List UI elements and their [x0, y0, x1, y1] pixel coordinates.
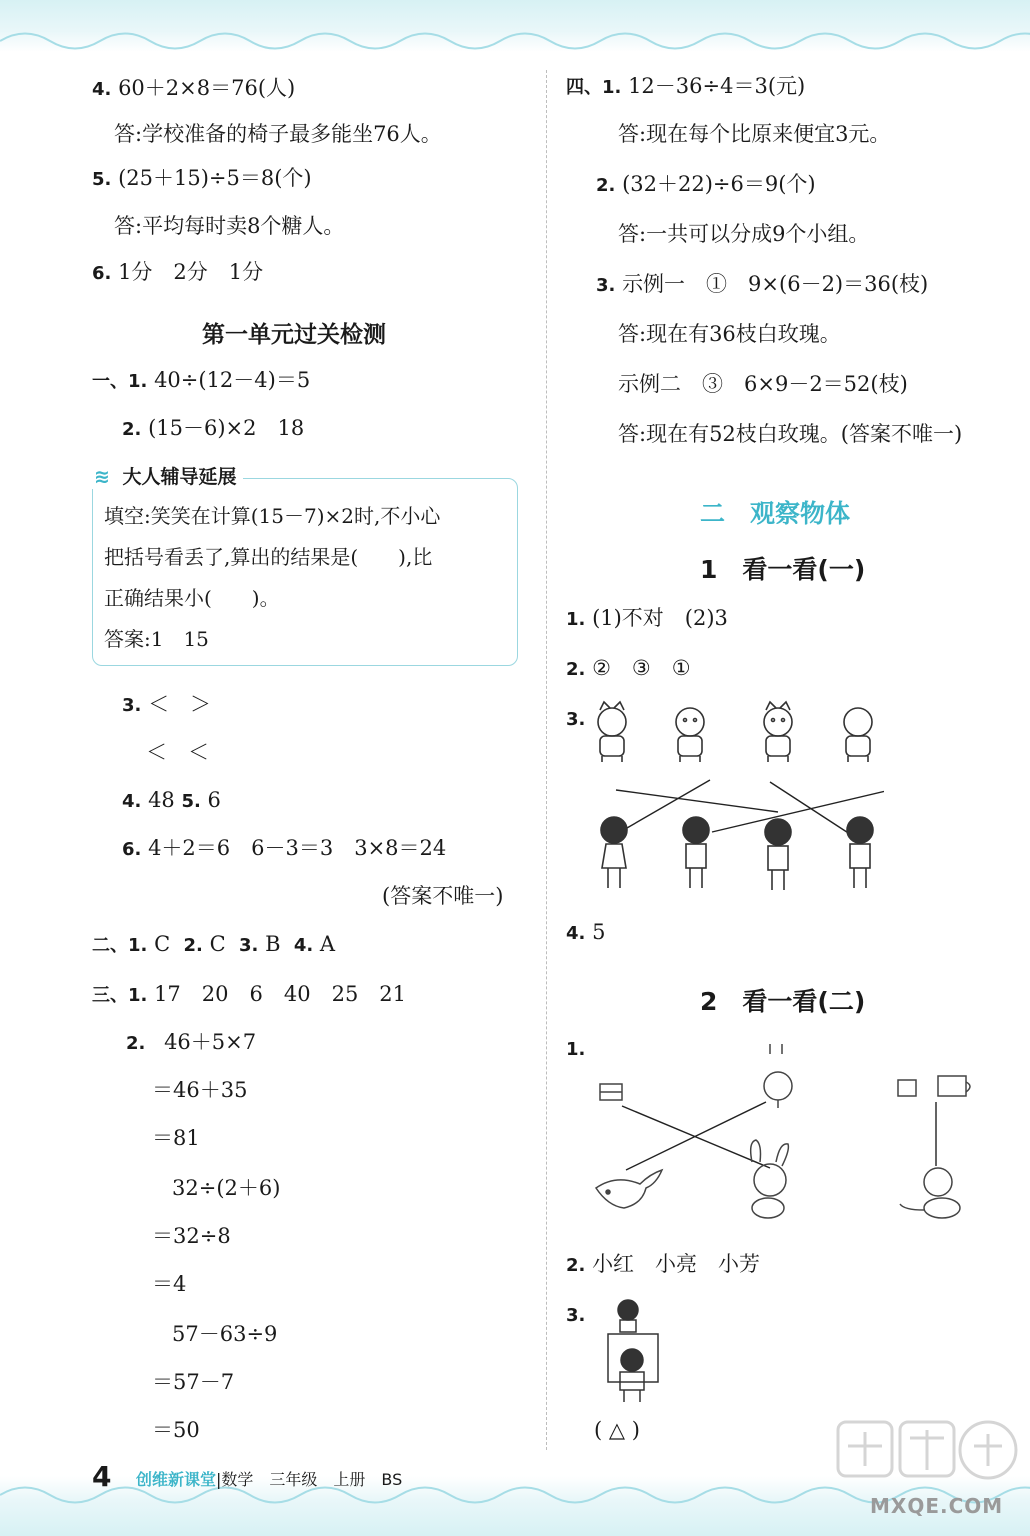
question-number: 四、1. — [566, 77, 622, 98]
answer-line — [566, 1250, 760, 1280]
answer-line: 示例二 ③ 6×9－2＝52(枝) — [618, 372, 908, 396]
answer-text: 40÷(12－4)＝5 — [154, 368, 311, 392]
answer-line — [92, 164, 312, 194]
child-boy-icon — [683, 817, 709, 888]
question-number: 2. — [566, 659, 586, 680]
answer-note — [382, 882, 503, 910]
answer-text: 小红 小亮 小芳 — [592, 1252, 761, 1276]
answer-line — [114, 120, 442, 148]
monkey-icon — [900, 1168, 960, 1218]
tip-heading — [92, 462, 243, 489]
answer-text: (答案不唯一) — [382, 884, 504, 908]
calc-step: ＝81 — [152, 1126, 200, 1150]
answer-line — [594, 1416, 640, 1444]
toy-dog-back-icon — [844, 708, 872, 762]
answer-text: 17 20 6 40 25 21 — [154, 982, 407, 1006]
answer-text: 46＋5×7 — [164, 1030, 257, 1054]
answer-text: ＜ ＜ — [146, 740, 209, 764]
answer-text: 答:学校准备的椅子最多能坐76人。 — [114, 122, 442, 146]
question-number: 5. — [181, 791, 201, 812]
footer-brand: 创维新课堂 — [136, 1470, 217, 1489]
rabbit-icon — [751, 1140, 789, 1218]
answer-text: B — [265, 932, 281, 956]
tip-answer: 答案:1 15 — [104, 627, 209, 651]
person-back-icon — [618, 1300, 638, 1332]
footer-subject: |数学 三年级 上册 BS — [216, 1470, 403, 1489]
wave-lines-icon: ≋ — [94, 466, 110, 488]
answer-text: (15－6)×2 18 — [148, 416, 305, 440]
question-number: 2. — [596, 175, 616, 196]
question-number: 2. — [183, 935, 203, 956]
question-number: 3. — [566, 709, 586, 730]
tip-line: 正确结果小( )。 — [104, 586, 280, 610]
calc-step: ＝32÷8 — [152, 1224, 231, 1248]
column-divider — [546, 70, 547, 1450]
answer-line — [114, 212, 344, 240]
answer-line: 答:现在每个比原来便宜3元。 — [618, 122, 891, 146]
answer-line — [566, 1034, 585, 1064]
answer-line — [92, 258, 263, 288]
answer-line — [126, 1028, 256, 1058]
question-number: 2. — [126, 1033, 146, 1054]
question-number: 6. — [122, 839, 142, 860]
question-number: 3. — [239, 935, 259, 956]
desk-scene-figure — [598, 1298, 668, 1408]
answer-line — [566, 654, 691, 684]
question-number: 1. — [566, 1039, 586, 1060]
answer-line — [596, 270, 928, 300]
calc-step: 57－63÷9 — [172, 1322, 278, 1346]
tip-heading-label: 大人辅导延展 — [122, 466, 237, 488]
answer-line — [122, 834, 446, 864]
toy-cat-back-icon — [598, 702, 626, 762]
child-boy-front-icon — [765, 819, 791, 890]
question-number: 3. — [596, 275, 616, 296]
matching-figure-toys-kids — [584, 700, 884, 900]
question-number: 4. — [122, 791, 142, 812]
answer-line — [122, 414, 304, 444]
answer-text: ( △ ) — [594, 1418, 640, 1442]
calc-step: ＝4 — [152, 1272, 187, 1296]
answer-text: (32＋22)÷6＝9(个) — [622, 172, 816, 196]
question-number: 一、1. — [92, 371, 148, 392]
answer-text: A — [319, 932, 336, 956]
answer-text: 48 — [148, 788, 175, 812]
question-number: 2. — [566, 1255, 586, 1276]
calc-step: ＝57－7 — [152, 1370, 235, 1394]
answer-line — [122, 786, 221, 816]
answer-line — [596, 170, 816, 200]
footer-info — [136, 1467, 402, 1490]
answer-line — [92, 74, 295, 104]
answer-text: 12－36÷4＝3(元) — [628, 74, 806, 98]
answer-text: 示例一 ① 9×(6－2)＝36(枝) — [622, 272, 929, 296]
calc-step: 32÷(2＋6) — [172, 1176, 281, 1200]
child-boy-back-icon — [847, 817, 873, 888]
child-girl-icon — [601, 817, 627, 888]
lesson-title: 2 看一看(二) — [700, 987, 866, 1016]
calc-step: ＝50 — [152, 1418, 200, 1442]
top-decorative-band — [0, 0, 1030, 52]
question-number: 4. — [566, 923, 586, 944]
section-title: 第一单元过关检测 — [202, 322, 386, 348]
answer-line — [92, 930, 335, 960]
toy-dog-icon — [676, 708, 704, 762]
view-box-icon — [600, 1084, 622, 1100]
answer-line — [566, 1300, 585, 1330]
answer-line — [566, 72, 805, 102]
answer-line — [92, 366, 310, 396]
answer-text: 答:平均每时卖8个糖人。 — [114, 214, 345, 238]
top-wave-decoration — [0, 26, 1030, 56]
tip-line: 填空:笑笑在计算(15－7)×2时,不小心 — [104, 504, 441, 528]
answer-line — [566, 604, 728, 634]
answer-line: 答:一共可以分成9个小组。 — [618, 222, 870, 246]
bird-icon — [596, 1170, 662, 1208]
watermark-text: MXQE.COM — [870, 1494, 1004, 1518]
answer-line: 答:现在有36枝白玫瑰。 — [618, 322, 841, 346]
answer-text: 6 — [207, 788, 221, 812]
question-number: 二、1. — [92, 935, 148, 956]
answer-text: 4＋2＝6 6－3＝3 3×8＝24 — [148, 836, 447, 860]
answer-line — [566, 918, 605, 948]
question-number: 2. — [122, 419, 142, 440]
answer-line: 答:现在有52枝白玫瑰。(答案不唯一) — [618, 422, 963, 446]
question-number: 1. — [566, 609, 586, 630]
question-number: 5. — [92, 169, 112, 190]
answer-text: 5 — [592, 920, 606, 944]
answer-text: C — [154, 932, 171, 956]
answer-line — [146, 738, 209, 766]
page-number: 4 — [92, 1460, 112, 1493]
question-number: 4. — [293, 935, 314, 956]
answer-line — [122, 690, 211, 720]
question-number: 4. — [92, 79, 112, 100]
toy-cat-front-icon — [764, 702, 792, 762]
lesson-title: 1 看一看(一) — [700, 555, 866, 584]
question-number: 6. — [92, 263, 112, 284]
answer-text: ＜ ＞ — [148, 692, 212, 716]
answer-text: 1分 2分 1分 — [118, 260, 264, 284]
answer-text: (25＋15)÷5＝8(个) — [118, 166, 312, 190]
question-number: 3. — [122, 695, 142, 716]
answer-text: C — [209, 932, 226, 956]
question-number: 3. — [566, 1305, 586, 1326]
view-balloon-icon — [764, 1044, 792, 1108]
tip-line: 把括号看丢了,算出的结果是( ),比 — [104, 545, 433, 569]
person-front-icon — [620, 1349, 644, 1402]
view-cup-icon — [898, 1076, 970, 1096]
answer-line — [566, 704, 585, 734]
matching-figure-views — [586, 1040, 986, 1230]
answer-text: 60＋2×8＝76(人) — [118, 76, 296, 100]
answer-text: ② ③ ① — [592, 656, 691, 680]
question-number: 三、1. — [92, 985, 148, 1006]
answer-text: (1)不对 (2)3 — [592, 606, 728, 630]
calc-step: ＝46＋35 — [152, 1078, 248, 1102]
answer-line — [92, 980, 406, 1010]
unit-title: 二 观察物体 — [700, 499, 851, 528]
